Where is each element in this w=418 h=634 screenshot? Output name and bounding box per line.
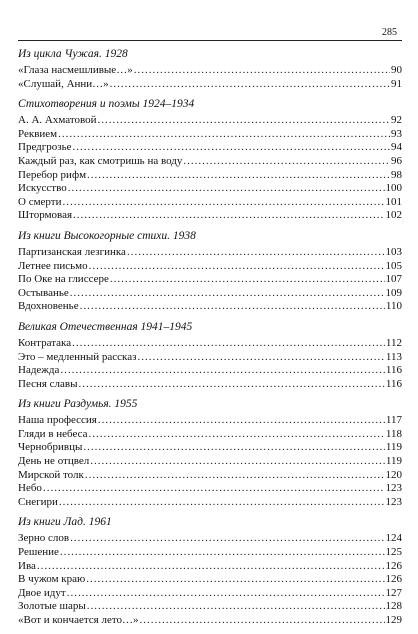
toc-entry bbox=[18, 337, 402, 351]
toc-section bbox=[18, 515, 402, 627]
entry-title: Предгрозье bbox=[18, 141, 72, 154]
toc-entry bbox=[18, 614, 402, 628]
toc-section bbox=[18, 229, 402, 314]
entry-title: Небо bbox=[18, 482, 42, 495]
dot-leader bbox=[80, 300, 385, 314]
entry-page-number: 119 bbox=[385, 455, 402, 468]
table-of-contents bbox=[18, 47, 402, 634]
dot-leader bbox=[70, 287, 385, 301]
entry-title: День не отцвел bbox=[18, 455, 90, 468]
entry-page-number: 94 bbox=[391, 141, 402, 154]
entry-page-number: 100 bbox=[385, 182, 402, 195]
dot-leader bbox=[60, 546, 385, 560]
entry-title: «Глаза насмешливые…» bbox=[18, 64, 133, 76]
dot-leader bbox=[127, 246, 385, 260]
entry-page-number: 116 bbox=[385, 377, 402, 390]
toc-entry bbox=[18, 546, 402, 560]
toc-section bbox=[18, 47, 402, 91]
dot-leader bbox=[90, 455, 385, 469]
section-title: Из книги Раздумья. 1955 bbox=[18, 398, 138, 411]
dot-leader bbox=[83, 441, 385, 455]
toc-entry bbox=[18, 560, 402, 574]
dot-leader bbox=[68, 182, 385, 196]
toc-entry bbox=[18, 141, 402, 155]
dot-leader bbox=[110, 78, 390, 92]
entry-page-number: 105 bbox=[385, 259, 402, 272]
dot-leader bbox=[110, 273, 385, 287]
entry-title: Штормовая bbox=[18, 209, 73, 222]
toc-entry bbox=[18, 209, 402, 223]
toc-entry bbox=[18, 455, 402, 469]
dot-leader bbox=[60, 364, 385, 378]
entry-title: Решение bbox=[18, 546, 59, 559]
entry-page-number: 112 bbox=[385, 336, 402, 349]
dot-leader bbox=[89, 260, 385, 274]
toc-entry bbox=[18, 364, 402, 378]
entry-title: Зерно слов bbox=[18, 532, 70, 545]
dot-leader bbox=[85, 469, 385, 483]
entry-title: Контратака bbox=[18, 336, 72, 349]
entry-title: Чернобривцы bbox=[18, 441, 83, 454]
dot-leader bbox=[79, 378, 385, 392]
entry-title: Ива bbox=[18, 559, 36, 572]
toc-entry bbox=[18, 587, 402, 601]
entry-page-number: 116 bbox=[385, 364, 402, 377]
entry-title: О смерти bbox=[18, 195, 62, 208]
dot-leader bbox=[87, 600, 385, 614]
dot-leader bbox=[183, 155, 390, 169]
dot-leader bbox=[59, 496, 385, 510]
dot-leader bbox=[72, 337, 385, 351]
toc-entry bbox=[18, 128, 402, 142]
entry-title: Партизанская лезгинка bbox=[18, 245, 126, 258]
entry-title: Вдохновенье bbox=[18, 300, 79, 313]
toc-entry bbox=[18, 428, 402, 442]
dot-leader bbox=[87, 169, 390, 183]
dot-leader bbox=[70, 532, 384, 546]
entry-page-number: 128 bbox=[385, 600, 402, 613]
toc-entry bbox=[18, 273, 402, 287]
dot-leader bbox=[89, 428, 385, 442]
dot-leader bbox=[140, 614, 385, 628]
entry-title: Реквием bbox=[18, 127, 58, 140]
entry-page-number: 107 bbox=[385, 273, 402, 286]
toc-entry bbox=[18, 287, 402, 301]
entry-page-number: 120 bbox=[385, 468, 402, 481]
entry-title: А. А. Ахматовой bbox=[18, 114, 97, 127]
entry-title: Это – медленный рассказ bbox=[18, 350, 137, 363]
toc-section bbox=[18, 320, 402, 391]
toc-entry bbox=[18, 351, 402, 365]
toc-entry bbox=[18, 469, 402, 483]
toc-entry bbox=[18, 196, 402, 210]
entry-title: Двое идут bbox=[18, 586, 66, 599]
dot-leader bbox=[98, 414, 385, 428]
dot-leader bbox=[97, 114, 390, 128]
toc-entry bbox=[18, 246, 402, 260]
dot-leader bbox=[134, 64, 390, 78]
dot-leader bbox=[73, 209, 384, 223]
entry-title: «Слушай, Анни…» bbox=[18, 77, 109, 90]
entry-title: Искусство bbox=[18, 182, 67, 195]
page-number: 285 bbox=[382, 27, 397, 38]
entry-page-number: 123 bbox=[385, 482, 402, 495]
toc-section bbox=[18, 97, 402, 223]
entry-page-number: 117 bbox=[385, 414, 402, 427]
toc-entry bbox=[18, 300, 402, 314]
entry-title: Остыванье bbox=[18, 286, 69, 299]
entry-page-number: 96 bbox=[391, 154, 402, 167]
entry-title: Летнее письмо bbox=[18, 259, 88, 272]
dot-leader bbox=[67, 587, 385, 601]
entry-page-number: 92 bbox=[391, 114, 402, 127]
toc-entry bbox=[18, 496, 402, 510]
toc-entry bbox=[18, 78, 402, 92]
entry-page-number: 91 bbox=[391, 77, 402, 90]
entry-page-number: 126 bbox=[385, 573, 402, 586]
entry-page-number: 101 bbox=[385, 195, 402, 208]
entry-page-number: 127 bbox=[385, 586, 402, 599]
entry-page-number: 109 bbox=[385, 286, 402, 299]
section-title: Стихотворения и поэмы 1924–1934 bbox=[18, 98, 195, 111]
entry-page-number: 93 bbox=[391, 127, 402, 140]
section-title: Из книги Лад. 1961 bbox=[18, 516, 112, 529]
entry-title: Снегири bbox=[18, 495, 58, 508]
dot-leader bbox=[37, 560, 385, 574]
entry-page-number: 103 bbox=[385, 245, 402, 258]
entry-page-number: 126 bbox=[385, 559, 402, 572]
dot-leader bbox=[58, 128, 390, 142]
entry-page-number: 118 bbox=[385, 427, 402, 440]
entry-page-number: 110 bbox=[385, 300, 402, 313]
entry-title: Наша профессия bbox=[18, 414, 97, 427]
toc-entry bbox=[18, 169, 402, 183]
toc-entry bbox=[18, 114, 402, 128]
entry-page-number: 125 bbox=[385, 546, 402, 559]
entry-title: В чужом краю bbox=[18, 573, 86, 586]
entry-page-number: 113 bbox=[385, 350, 402, 363]
toc-entry bbox=[18, 482, 402, 496]
toc-entry bbox=[18, 378, 402, 392]
entry-page-number: 102 bbox=[385, 209, 402, 222]
dot-leader bbox=[73, 141, 390, 155]
toc-entry bbox=[18, 182, 402, 196]
entry-page-number: 129 bbox=[385, 614, 402, 626]
toc-entry bbox=[18, 155, 402, 169]
entry-page-number: 98 bbox=[391, 168, 402, 181]
toc-entry bbox=[18, 414, 402, 428]
entry-title: Перебор рифм bbox=[18, 168, 87, 181]
entry-page-number: 123 bbox=[385, 495, 402, 508]
entry-page-number: 90 bbox=[391, 64, 402, 76]
toc-entry bbox=[18, 260, 402, 274]
entry-page-number: 119 bbox=[385, 441, 402, 454]
toc-entry bbox=[18, 573, 402, 587]
dot-leader bbox=[86, 573, 384, 587]
entry-title: Золотые шары bbox=[18, 600, 86, 613]
entry-title: Песня славы bbox=[18, 377, 78, 390]
toc-entry bbox=[18, 532, 402, 546]
section-title: Из книги Высокогорные стихи. 1938 bbox=[18, 229, 196, 242]
entry-page-number: 124 bbox=[385, 532, 402, 545]
dot-leader bbox=[62, 196, 384, 210]
section-title: Великая Отечественная 1941–1945 bbox=[18, 320, 193, 333]
toc-entry bbox=[18, 441, 402, 455]
entry-title: Гляди в небеса bbox=[18, 427, 88, 440]
section-title: Из цикла Чужая. 1928 bbox=[18, 48, 128, 60]
entry-title: «Вот и кончается лето…» bbox=[18, 614, 139, 626]
toc-entry bbox=[18, 600, 402, 614]
toc-section bbox=[18, 397, 402, 509]
dot-leader bbox=[137, 351, 384, 365]
entry-title: Надежда bbox=[18, 364, 60, 377]
entry-title: Мирской толк bbox=[18, 468, 84, 481]
toc-entry bbox=[18, 64, 402, 78]
entry-title: Каждый раз, как смотришь на воду bbox=[18, 154, 183, 167]
header-rule bbox=[18, 40, 402, 41]
dot-leader bbox=[43, 482, 385, 496]
entry-title: По Оке на глиссере bbox=[18, 273, 109, 286]
